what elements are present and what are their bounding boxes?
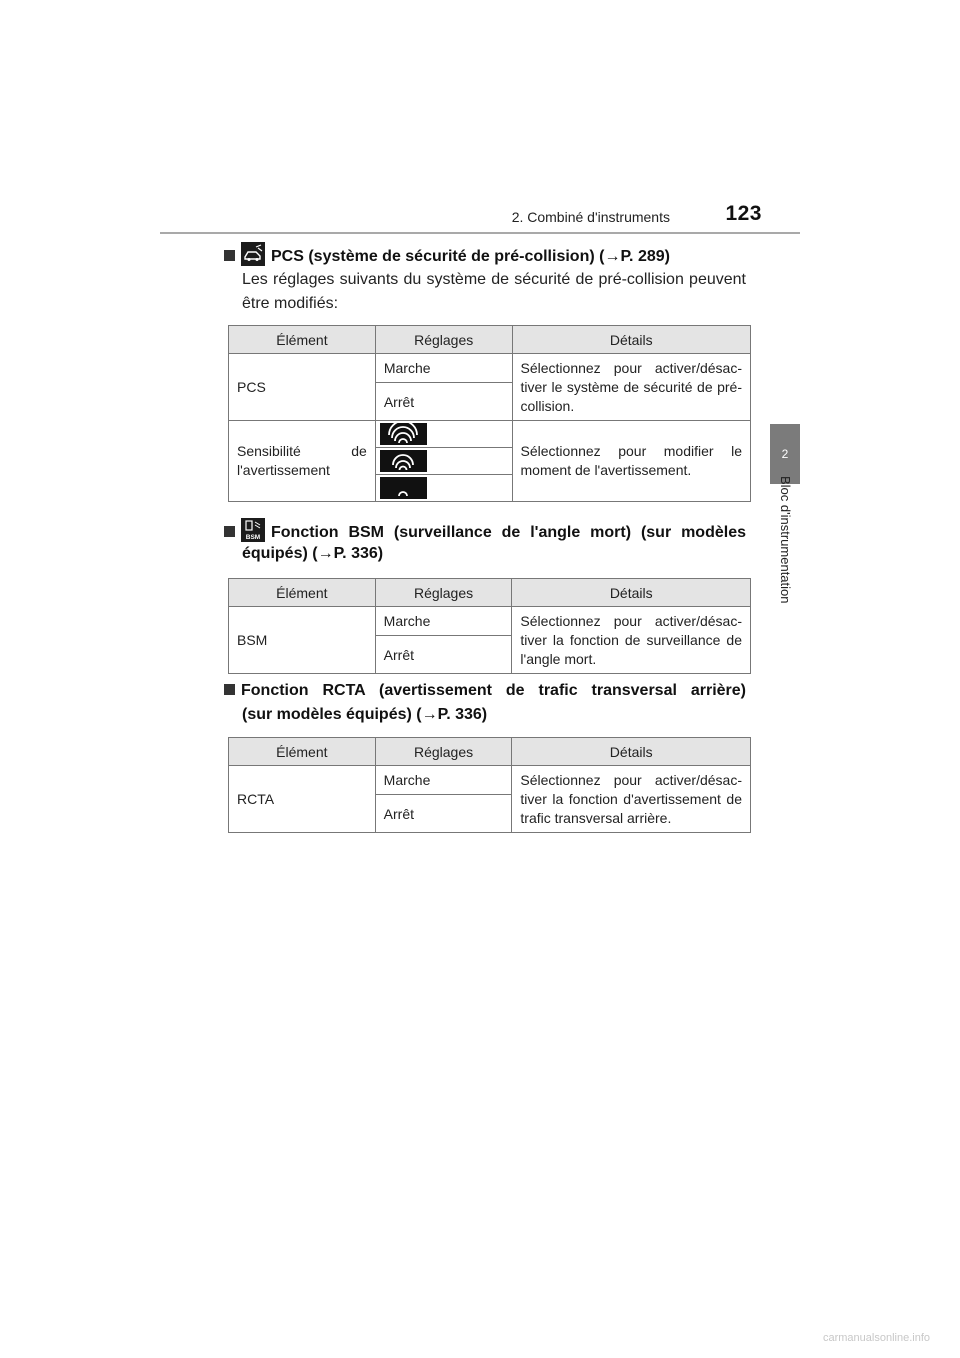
table-cell-setting: Marche <box>375 607 512 636</box>
svg-text:BSM: BSM <box>245 534 261 541</box>
table-header-settings: Réglages <box>375 579 512 607</box>
table-cell-setting <box>375 421 512 448</box>
pcs-settings-table <box>228 325 751 502</box>
header-rule <box>160 232 800 234</box>
bsm-settings-table <box>228 578 751 674</box>
table-cell-element: BSM <box>229 607 376 674</box>
rcta-settings-table <box>228 737 751 833</box>
section-heading-rcta <box>224 679 746 703</box>
sensitivity-high-icon <box>380 423 427 445</box>
square-bullet-icon <box>224 684 235 695</box>
table-cell-details: Sélectionnez pour activer/désac-tiver la fonction de surveillance de l'angle mort. <box>512 607 751 674</box>
pcs-intro-paragraph: Les réglages suivants du système de sécurité de pré-collision peuvent être modifiés: <box>242 271 746 312</box>
table-header-element: Élément <box>229 738 376 766</box>
bsm-heading-line2: équipés) (→P. 336) <box>242 545 384 562</box>
table-cell-details: Sélectionnez pour activer/désac-tiver le système de sécurité de pré-collision. <box>512 354 750 421</box>
table-cell-setting: Marche <box>375 354 512 383</box>
table-header-details: Détails <box>512 579 751 607</box>
chapter-side-label-text: Bloc d'instrumentation <box>778 476 793 604</box>
table-header-element: Élément <box>229 579 376 607</box>
sensitivity-mid-icon <box>380 450 427 472</box>
bsm-icon <box>241 518 265 542</box>
table-cell-setting <box>375 475 512 502</box>
table-cell-element: PCS <box>229 354 376 421</box>
chapter-tab[interactable] <box>770 424 800 484</box>
table-cell-setting: Arrêt <box>375 636 512 674</box>
table-header-details: Détails <box>512 326 750 354</box>
rcta-heading-line2: (sur modèles équipés) (→P. 336) <box>242 706 488 723</box>
table-cell-setting: Arrêt <box>375 795 512 833</box>
table-cell-setting: Arrêt <box>375 383 512 421</box>
table-cell-element: RCTA <box>229 766 376 833</box>
square-bullet-icon <box>224 526 235 537</box>
table-cell-details: Sélectionnez pour modifier le moment de l'avertissement. <box>512 421 750 502</box>
table-header-settings: Réglages <box>375 738 512 766</box>
table-cell-setting: Marche <box>375 766 512 795</box>
site-watermark: carmanualsonline.info <box>822 1332 930 1344</box>
table-header-settings: Réglages <box>375 326 512 354</box>
section-heading-bsm <box>224 518 746 545</box>
table-cell-element: Sensibilité de l'avertissement <box>229 421 376 502</box>
table-header-details: Détails <box>512 738 751 766</box>
table-header-element: Élément <box>229 326 376 354</box>
chapter-number: 2 <box>781 447 789 461</box>
section-heading-pcs <box>224 242 754 269</box>
chapter-side-label <box>760 476 810 646</box>
table-cell-setting <box>375 448 512 475</box>
chapter-title: 2. Combiné d'instruments <box>511 209 670 225</box>
sensitivity-low-icon <box>380 477 427 499</box>
pcs-heading-text: PCS (système de sécurité de pré-collision) (→P. 289) <box>271 248 670 265</box>
pcs-car-icon <box>241 242 265 266</box>
table-cell-details: Sélectionnez pour activer/désac-tiver la fonction d'avertissement de trafic transversal arrière. <box>512 766 751 833</box>
square-bullet-icon <box>224 250 235 261</box>
page-number: 123 <box>725 202 762 225</box>
bsm-heading-line1: Fonction BSM (surveillance de l'angle mort) (sur modèles <box>271 524 746 541</box>
rcta-heading-line1: Fonction RCTA (avertissement de trafic transversal arrière) <box>241 682 746 699</box>
